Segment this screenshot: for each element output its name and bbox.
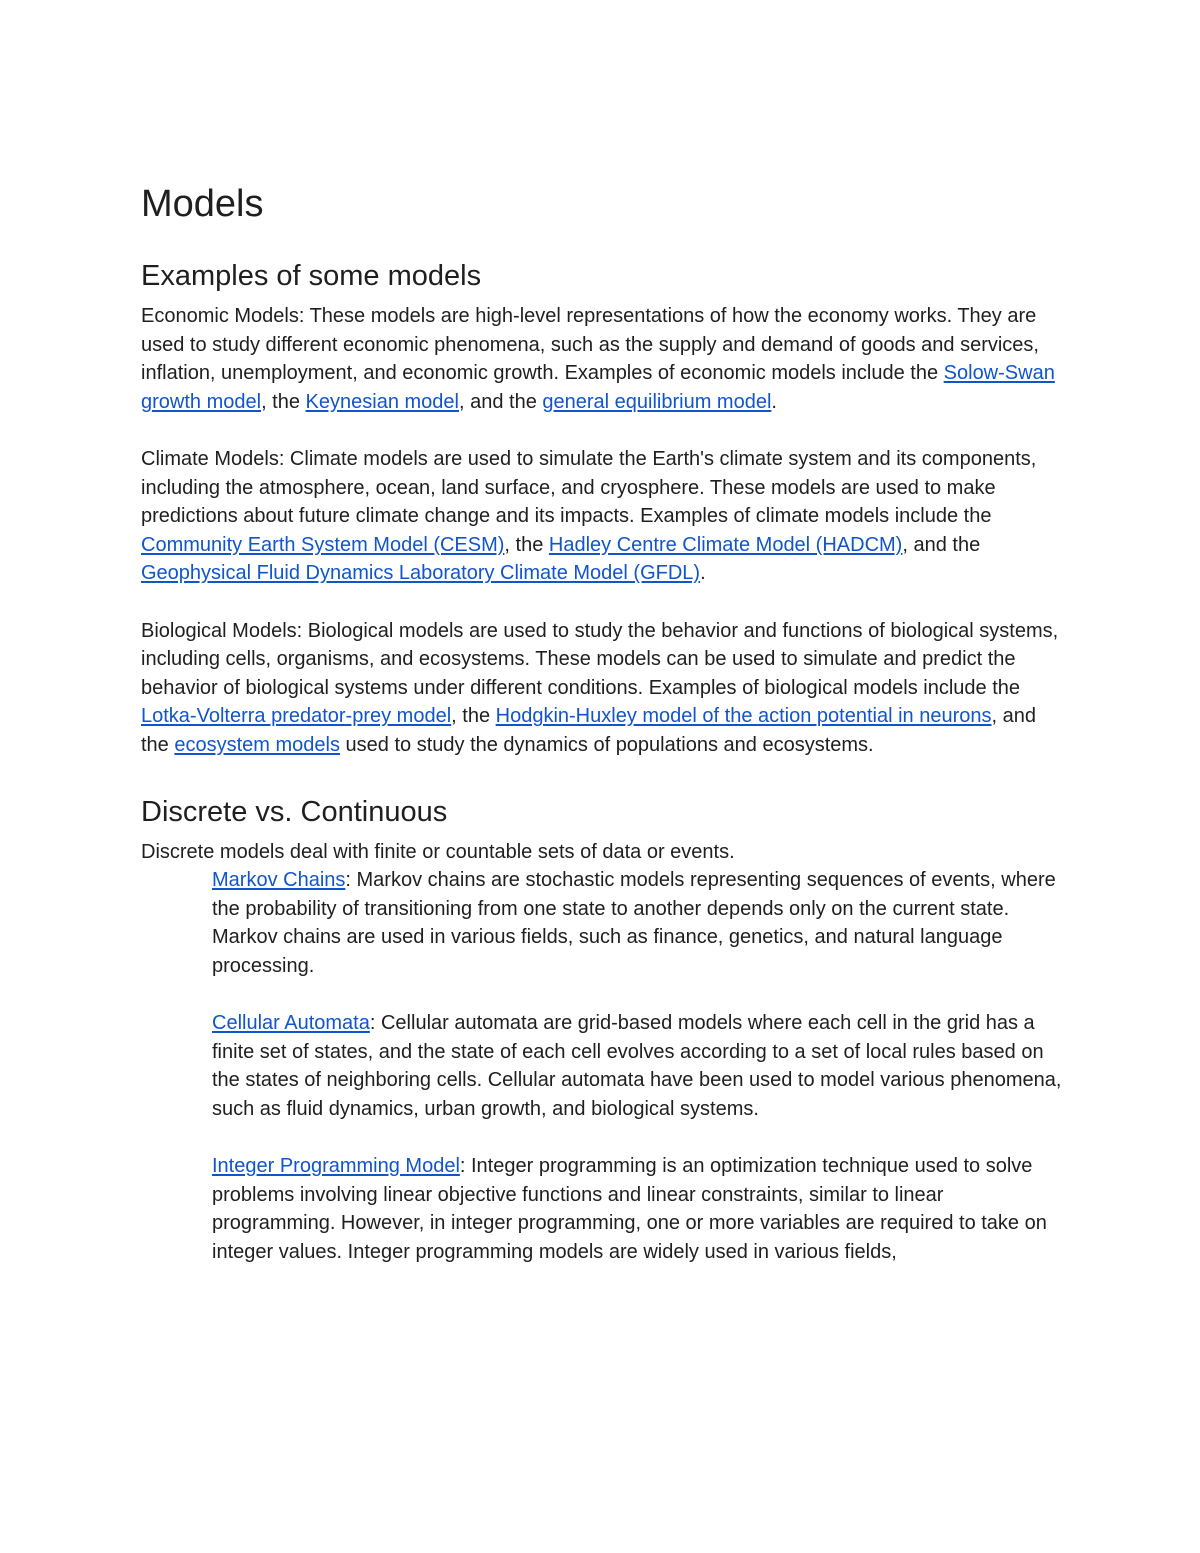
link-lotka-volterra-model[interactable]: Lotka-Volterra predator-prey model	[141, 705, 452, 728]
link-general-equilibrium-model[interactable]: general equilibrium model	[542, 390, 772, 413]
paragraph-biological-models	[141, 617, 1066, 760]
section-heading-discrete-vs-continuous: Discrete vs. Continuous	[141, 795, 448, 828]
link-integer-programming-model[interactable]: Integer Programming Model	[212, 1155, 460, 1178]
economic-text-2: , the	[261, 390, 306, 413]
link-ecosystem-models[interactable]: ecosystem models	[174, 733, 340, 756]
paragraph-integer-programming	[141, 1152, 1066, 1266]
link-hodgkin-huxley-model[interactable]: Hodgkin-Huxley model of the action potential in neurons	[495, 705, 992, 728]
markov-chains-text: : Markov chains are stochastic models representing sequences of events, where the probability of transitioning from one state to another depends only on the current state. Markov chains are used in various fields, such as finance, genetics, and natural language processing.	[212, 869, 1056, 977]
biological-text-4: used to study the dynamics of populations and ecosystems.	[339, 733, 874, 756]
climate-text-3: , and the	[902, 533, 981, 556]
biological-text-1: Biological Models: Biological models are used to study the behavior and functions of biological systems, including cells, organisms, and ecosystems. These models can be used to simulate and predict the behavior of biological systems under different conditions. Examples of biological models include the	[141, 619, 1059, 699]
paragraph-markov-chains	[141, 866, 1066, 980]
link-hadley-centre-climate-model[interactable]: Hadley Centre Climate Model (HADCM)	[548, 533, 903, 556]
link-solow-swan-growth-model[interactable]: Solow-Swan growth model	[141, 362, 1055, 413]
economic-text-1: Economic Models: These models are high-level representations of how the economy works. They are used to study different economic phenomena, such as the supply and demand of goods and services, inflation, unemployment, and economic growth. Examples of economic models include the	[141, 305, 1039, 385]
document-page	[141, 176, 1066, 1266]
link-markov-chains[interactable]: Markov Chains	[212, 869, 346, 892]
link-keynesian-model[interactable]: Keynesian model	[305, 390, 459, 413]
paragraph-discrete-intro: Discrete models deal with finite or countable sets of data or events.	[141, 840, 735, 863]
link-cellular-automata[interactable]: Cellular Automata	[212, 1012, 370, 1035]
cellular-automata-text: : Cellular automata are grid-based models where each cell in the grid has a finite set of states, and the state of each cell evolves according to a set of local rules based on the states of neighboring cells. Cellular automata have been used to model various phenomena, such as fluid dynamics, urban growth, and biological systems.	[212, 1012, 1062, 1120]
page-title: Models	[141, 183, 264, 225]
link-gfdl-climate-model[interactable]: Geophysical Fluid Dynamics Laboratory Climate Model (GFDL)	[141, 562, 701, 585]
integer-programming-text: : Integer programming is an optimization technique used to solve problems involving linear objective functions and linear constraints, similar to linear programming. However, in integer programming, one or more variables are required to take on integer values. Integer programming models are widely used in various fields,	[212, 1155, 1047, 1263]
biological-text-2: , the	[451, 705, 496, 728]
biological-text-3: , and the	[141, 705, 1036, 756]
section-heading-examples: Examples of some models	[141, 260, 482, 292]
climate-text-1: Climate Models: Climate models are used to simulate the Earth's climate system and its components, including the atmosphere, ocean, land surface, and cryosphere. These models are used to make predictions about future climate change and its impacts. Examples of climate models include the	[141, 447, 1037, 528]
climate-text-4: .	[700, 562, 706, 585]
climate-text-2: , the	[504, 533, 549, 556]
paragraph-climate-models	[141, 445, 1066, 588]
economic-text-3: , and the	[458, 390, 543, 413]
economic-text-4: .	[771, 390, 777, 413]
paragraph-cellular-automata	[141, 1009, 1066, 1123]
link-community-earth-system-model[interactable]: Community Earth System Model (CESM)	[141, 533, 505, 556]
paragraph-economic-models	[141, 302, 1066, 416]
